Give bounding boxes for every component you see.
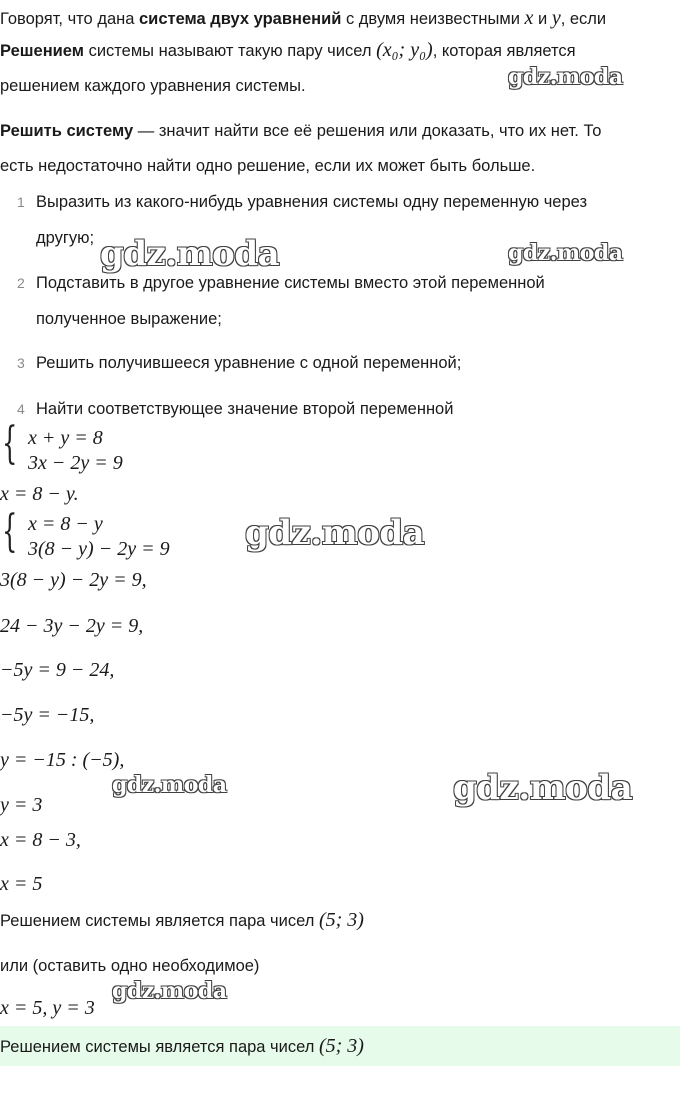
result-line (0, 910, 364, 931)
step-text: Подставить в другое уравнение системы вместо этой переменной (36, 274, 545, 292)
step-number: 2 (17, 275, 25, 291)
result-text: Решением системы является пара чисел (0, 912, 319, 930)
watermark: gdz.moda (100, 234, 280, 274)
express-x: x = 8 − y. (0, 483, 79, 505)
solve-text: — значит найти все её решения или доказать, что их нет. То (133, 122, 602, 140)
answer-line (0, 1036, 364, 1057)
watermark: gdz.moda (508, 64, 623, 90)
system1-eq2: 3x − 2y = 9 (28, 452, 123, 474)
intro-text: , которая является (432, 42, 576, 60)
step-number: 3 (17, 355, 25, 371)
intro-text: с двумя неизвестными (341, 10, 525, 28)
var-y: y (551, 7, 561, 29)
intro-text: и (533, 10, 552, 28)
answer-text: Решением системы является пара чисел (0, 1038, 319, 1056)
intro-line-2 (0, 40, 576, 61)
system2-eq2: 3(8 − y) − 2y = 9 (28, 538, 170, 560)
term-system: система двух уравнений (139, 10, 342, 28)
calc-step: 24 − 3y − 2y = 9, (0, 615, 144, 637)
step-text: Решить получившееся уравнение с одной переменной; (36, 354, 462, 372)
intro-text: системы называют такую пару чисел (83, 42, 377, 60)
intro-text: , если (560, 10, 607, 28)
watermark: gdz.moda (112, 772, 227, 798)
watermark: gdz.moda (112, 978, 227, 1004)
solve-line-1 (0, 121, 601, 141)
step-text: другую; (36, 229, 95, 247)
var-x: x (524, 7, 534, 29)
term-solution: Решением (0, 42, 84, 60)
calc-step: y = 3 (0, 794, 43, 816)
system-brace: { (2, 418, 18, 469)
term-solve-system: Решить систему (0, 122, 134, 140)
calc-step: x = 8 − 3, (0, 829, 81, 851)
step-number: 4 (17, 401, 25, 417)
step-text: Найти соответствующее значение второй переменной (36, 400, 454, 418)
intro-text: Говорят, что дана (0, 10, 139, 28)
calc-step: x = 5 (0, 873, 43, 895)
alt-answer: x = 5, y = 3 (0, 997, 95, 1019)
result-pair: (5; 3) (318, 909, 364, 931)
step-number: 1 (17, 194, 25, 210)
or-line: или (оставить одно необходимое) (0, 957, 260, 975)
calc-step: y = −15 : (−5), (0, 749, 125, 771)
calc-step: 3(8 − y) − 2y = 9, (0, 569, 147, 591)
watermark: gdz.moda (508, 240, 623, 266)
calc-step: −5y = −15, (0, 704, 95, 726)
system1-eq1: x + y = 8 (28, 427, 103, 449)
watermark: gdz.moda (453, 768, 633, 808)
intro-line-3: решением каждого уравнения системы. (0, 77, 306, 95)
answer-pair: (5; 3) (318, 1035, 364, 1057)
system-brace: { (2, 506, 18, 557)
pair-x0-y0: (x₀; y₀) (376, 39, 433, 61)
step-text: полученное выражение; (36, 310, 222, 328)
intro-line-1 (0, 8, 606, 29)
solve-line-2: есть недостаточно найти одно решение, если их может быть больше. (0, 157, 536, 175)
calc-step: −5y = 9 − 24, (0, 659, 115, 681)
watermark: gdz.moda (245, 513, 425, 553)
step-text: Выразить из какого-нибудь уравнения системы одну переменную через (36, 193, 588, 211)
system2-eq1: x = 8 − y (28, 513, 103, 535)
